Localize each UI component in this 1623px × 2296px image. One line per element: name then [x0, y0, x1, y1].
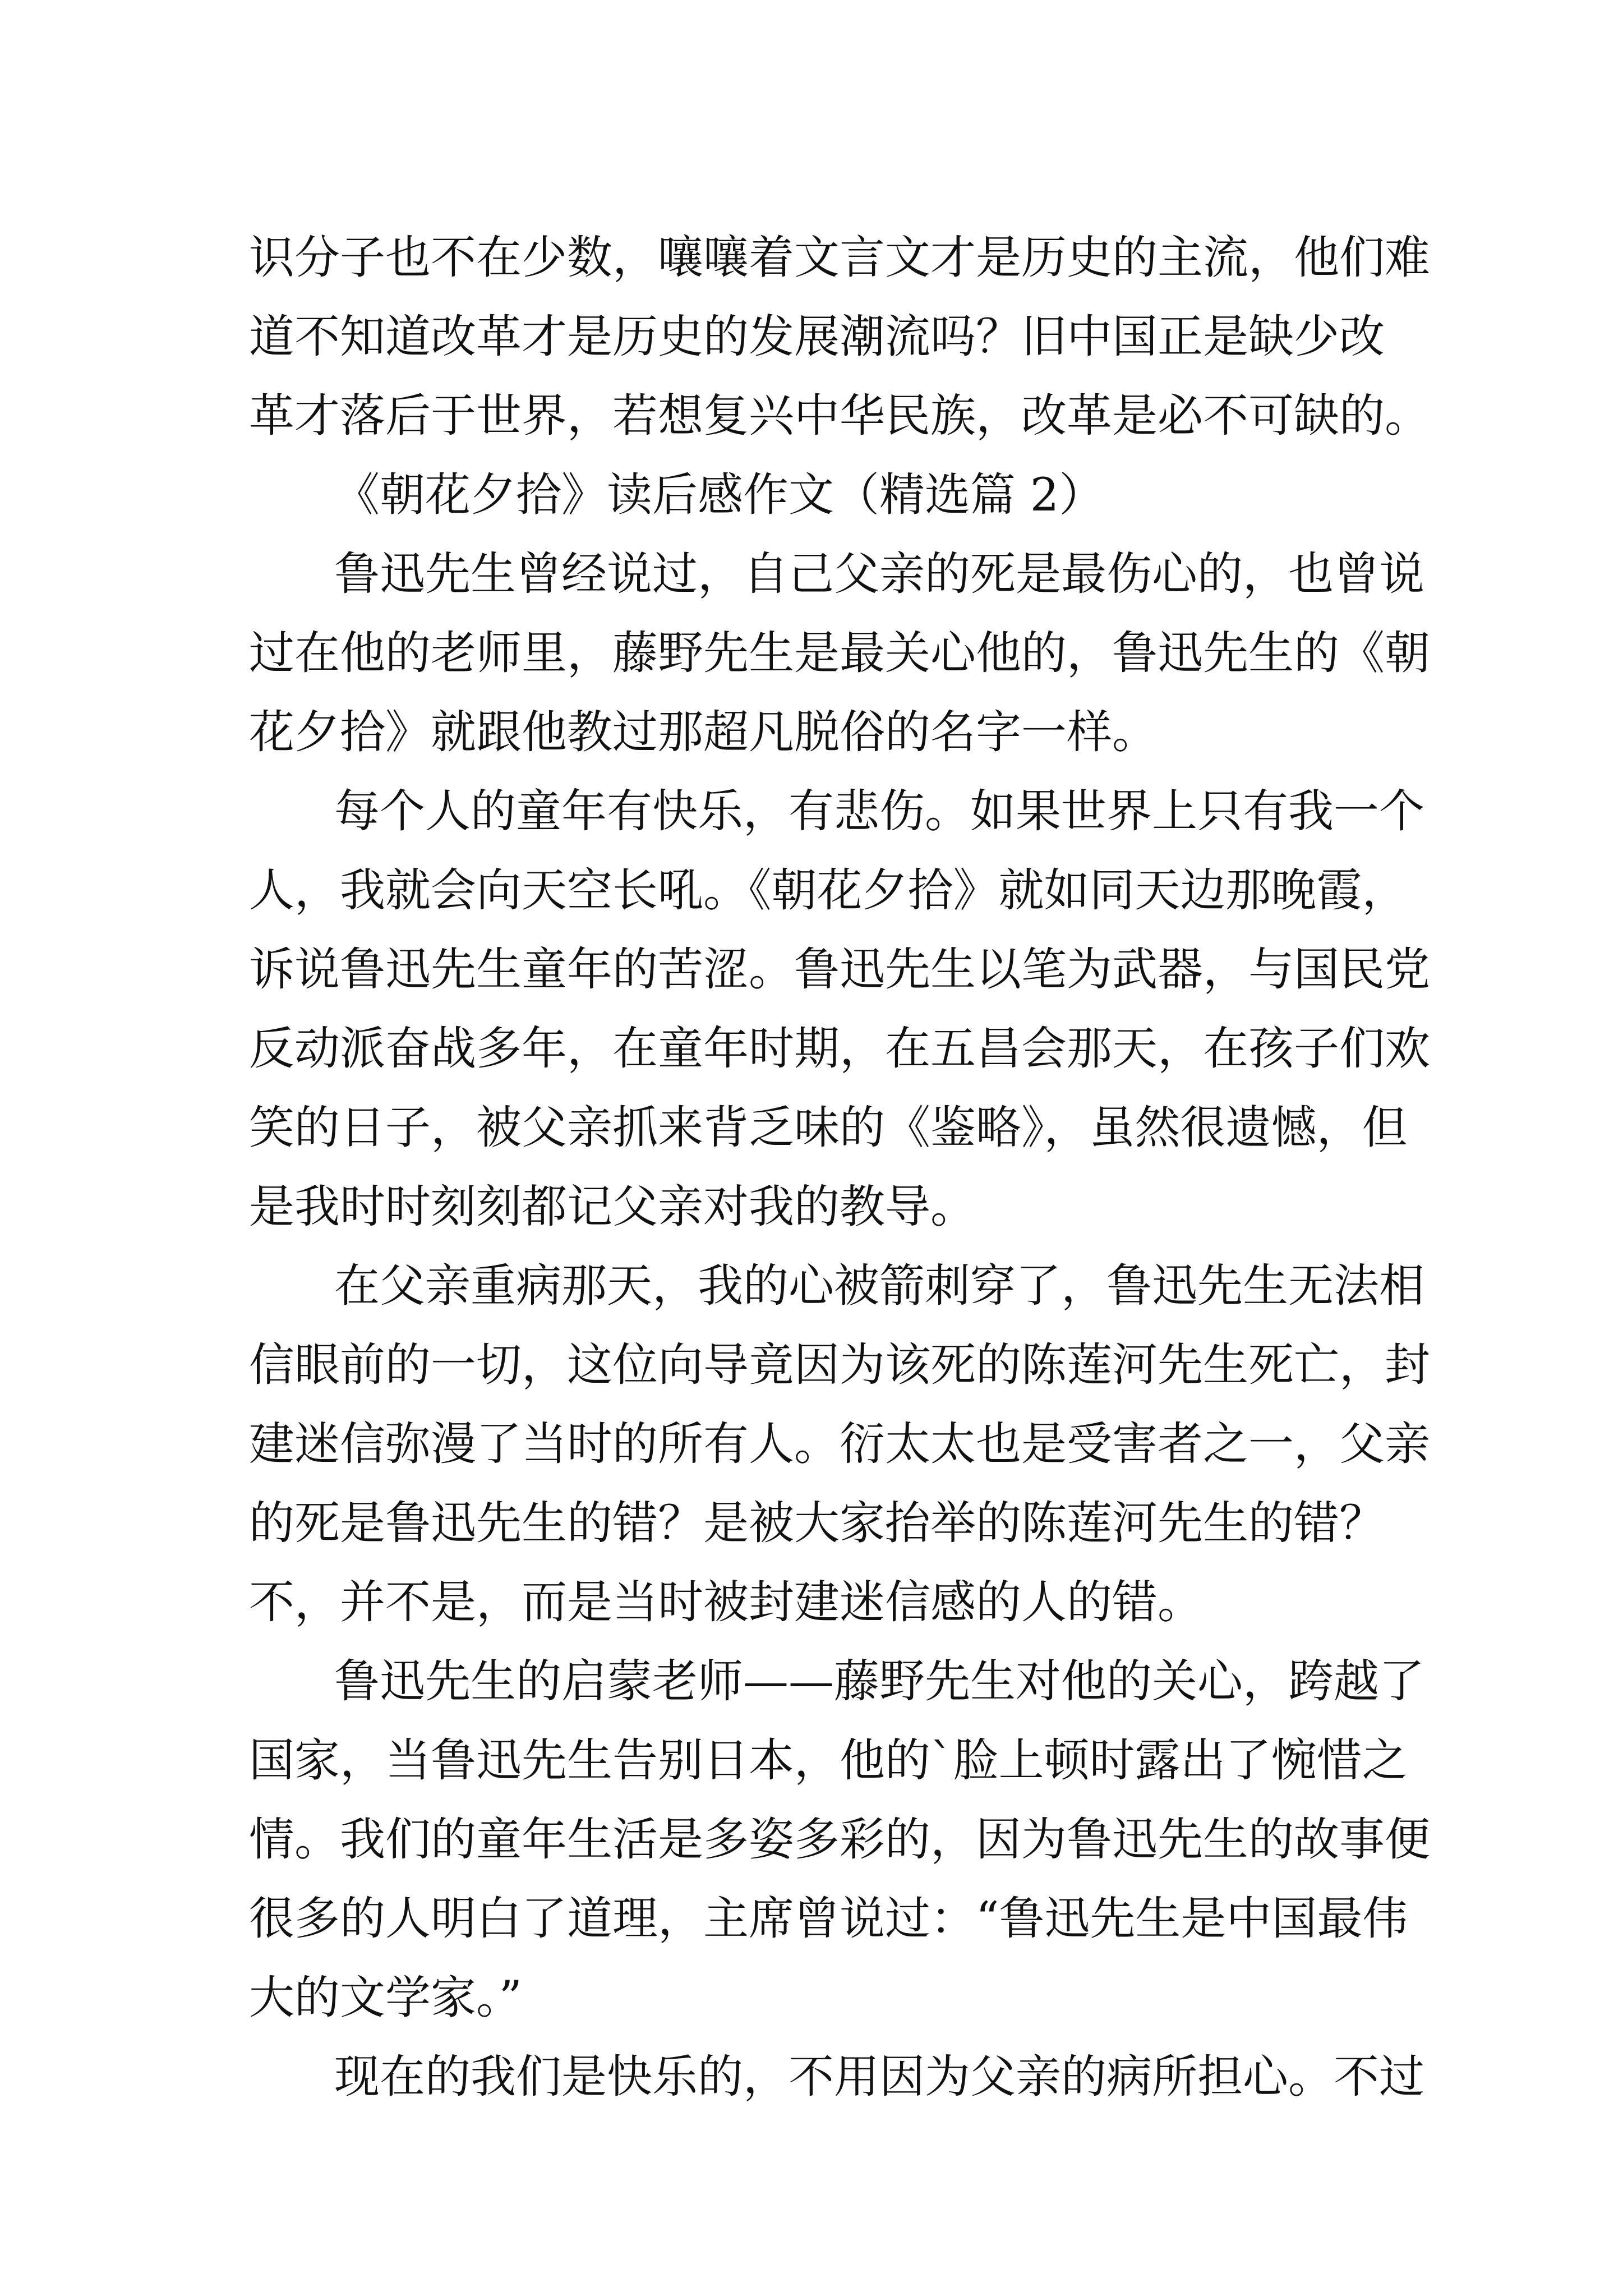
- line-text: 鲁迅先生的启蒙老师——藤野先生对他的关心，跨越了: [334, 1655, 1425, 1708]
- paragraph-line: [0, 1481, 1623, 1566]
- paragraph-line: [0, 374, 1623, 458]
- line-text: 很多的人明白了道理，主席曾说过：“鲁迅先生是中国最伟: [249, 1893, 1408, 1945]
- paragraph-line: [0, 1719, 1623, 1803]
- line-text: 大的文学家。”: [249, 1972, 522, 2024]
- line-text: 笑的日子，被父亲抓来背乏味的《鉴略》，虽然很遗憾，但: [249, 1102, 1408, 1154]
- paragraph-line: [0, 1323, 1623, 1407]
- line-text: 鲁迅先生曾经说过，自己父亲的死是最伤心的，也曾说: [334, 548, 1425, 601]
- paragraph-line: [0, 691, 1623, 775]
- line-text: 国家，当鲁迅先生告别日本，他的`脸上顿时露出了惋惜之: [249, 1734, 1408, 1787]
- line-text: 信眼前的一切，这位向导竟因为该死的陈莲河先生死亡，封: [249, 1339, 1431, 1392]
- section-heading: [0, 453, 1623, 537]
- line-text: 识分子也不在少数，嚷嚷着文言文才是历史的主流，他们难: [249, 232, 1431, 284]
- paragraph-line: [0, 1402, 1623, 1487]
- paragraph-line: [0, 216, 1623, 300]
- heading-text: 《朝花夕拾》读后感作文（精选篇 2）: [334, 469, 1105, 522]
- paragraph-line: [0, 295, 1623, 379]
- line-text: 人，我就会向天空长吼。《朝花夕拾》就如同天边那晚霞，: [249, 864, 1408, 917]
- paragraph-line: [0, 1086, 1623, 1170]
- line-text: 花夕拾》就跟他教过那超凡脱俗的名字一样。: [249, 706, 1158, 759]
- paragraph-line: [0, 1165, 1623, 1249]
- line-text: 反动派奋战多年，在童年时期，在五昌会那天，在孩子们欢: [249, 1023, 1431, 1075]
- line-text: 现在的我们是快乐的，不用因为父亲的病所担心。不过: [334, 2051, 1425, 2104]
- line-text: 是我时时刻刻都记父亲对我的教导。: [249, 1181, 976, 1234]
- paragraph-line: [0, 532, 1623, 616]
- paragraph-line: [0, 1007, 1623, 1091]
- paragraph-line: [0, 1956, 1623, 2040]
- line-text: 道不知道改革才是历史的发展潮流吗？旧中国正是缺少改: [249, 311, 1385, 364]
- paragraph-line: [0, 849, 1623, 933]
- paragraph-line: [0, 611, 1623, 696]
- line-text: 在父亲重病那天，我的心被箭刺穿了，鲁迅先生无法相: [334, 1260, 1425, 1313]
- line-text: 不，并不是，而是当时被封建迷信感的人的错。: [249, 1576, 1204, 1629]
- line-text: 情。我们的童年生活是多姿多彩的，因为鲁迅先生的故事便: [249, 1814, 1431, 1866]
- line-text: 每个人的童年有快乐，有悲伤。如果世界上只有我一个: [334, 785, 1425, 838]
- line-text: 革才落后于世界，若想复兴中华民族，改革是必不可缺的。: [249, 390, 1431, 443]
- paragraph-line: [0, 770, 1623, 854]
- line-text: 过在他的老师里，藤野先生是最关心他的，鲁迅先生的《朝: [249, 627, 1431, 680]
- line-text: 建迷信弥漫了当时的所有人。衍太太也是受害者之一，父亲: [249, 1418, 1431, 1471]
- paragraph-line: [0, 2035, 1623, 2119]
- paragraph-line: [0, 928, 1623, 1012]
- paragraph-line: [0, 1640, 1623, 1724]
- line-text: 诉说鲁迅先生童年的苦涩。鲁迅先生以笔为武器，与国民党: [249, 944, 1431, 996]
- paragraph-line: [0, 1561, 1623, 1645]
- paragraph-line: [0, 1244, 1623, 1328]
- line-text: 的死是鲁迅先生的错？是被大家抬举的陈莲河先生的错？: [249, 1497, 1385, 1550]
- paragraph-line: [0, 1877, 1623, 1961]
- paragraph-line: [0, 1798, 1623, 1882]
